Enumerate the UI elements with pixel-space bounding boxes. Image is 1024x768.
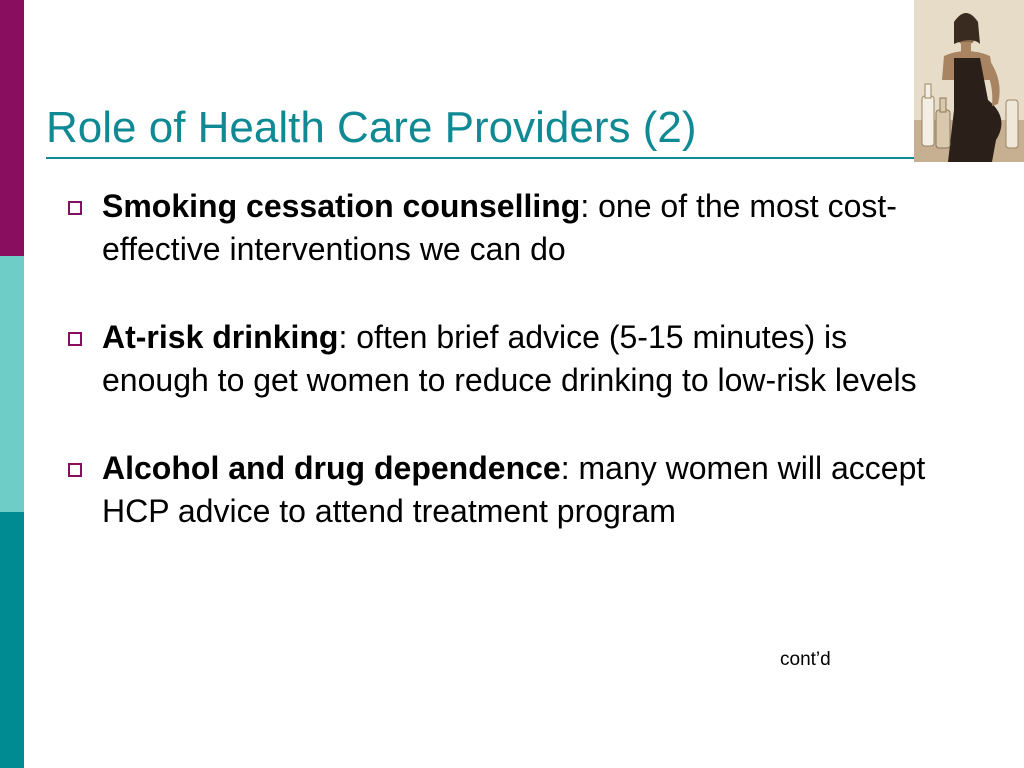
title-underline — [46, 157, 914, 159]
continued-note: cont’d — [780, 649, 831, 670]
side-accent-bar-middle — [0, 256, 24, 512]
bullet-term: At-risk drinking — [102, 319, 339, 355]
photo-illustration — [914, 0, 1024, 162]
bullet-item-smoking — [60, 185, 960, 271]
bullet-text: often brief advice (5-15 minutes) is enough to get women to reduce drinking to low-risk levels — [102, 319, 917, 398]
hollow-square-bullet-icon — [68, 463, 82, 477]
pregnant-woman-photo — [914, 0, 1024, 162]
bullet-separator: : — [580, 188, 590, 224]
bullet-list — [60, 185, 960, 533]
bullet-item-drinking — [60, 316, 960, 402]
side-accent-bar-top — [0, 0, 24, 256]
bullet-separator: : — [338, 319, 348, 355]
bullet-term: Alcohol and drug dependence — [102, 450, 561, 486]
slide-title: Role of Health Care Providers (2) — [46, 103, 697, 152]
side-accent-bar-bottom — [0, 512, 24, 768]
bullet-item-dependence — [60, 447, 960, 533]
bullet-term: Smoking cessation counselling — [102, 188, 581, 224]
hollow-square-bullet-icon — [68, 332, 82, 346]
hollow-square-bullet-icon — [68, 201, 82, 215]
bullet-text: many women will accept HCP advice to attend treatment program — [102, 450, 926, 529]
bullet-separator: : — [560, 450, 570, 486]
bullet-text: one of the most cost-effective interventions we can do — [102, 188, 897, 267]
